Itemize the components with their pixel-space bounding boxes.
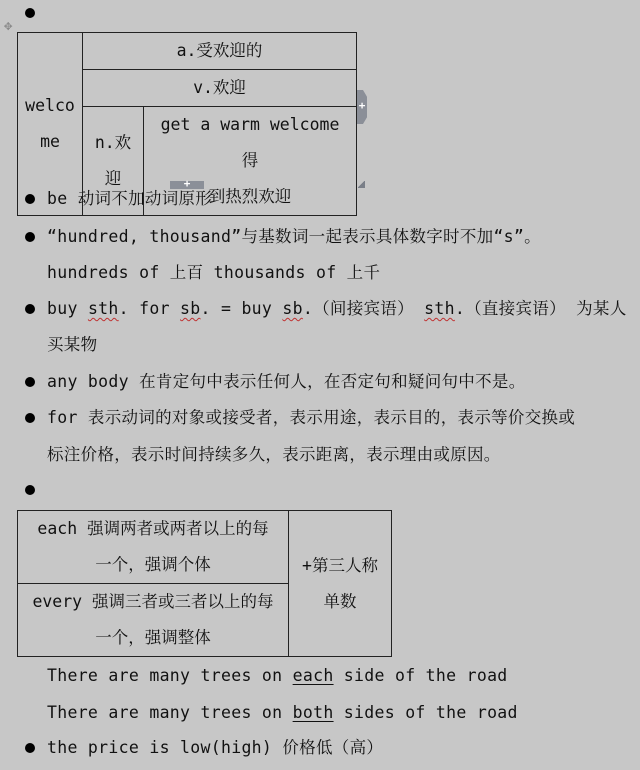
add-row-icon[interactable]: + bbox=[183, 177, 191, 190]
bullet bbox=[25, 304, 35, 314]
text-fragment: each bbox=[292, 666, 334, 685]
cell-verb: v.欢迎 bbox=[83, 70, 357, 107]
text-fragment: side of the road bbox=[333, 666, 508, 685]
text-fragment: sb bbox=[282, 299, 303, 318]
cell-each-line2: 一个，强调个体 bbox=[95, 555, 211, 574]
bullet bbox=[25, 377, 35, 387]
bullet bbox=[25, 413, 35, 423]
text-fragment: sth bbox=[87, 299, 119, 318]
text-fragment: There are many trees on bbox=[47, 703, 293, 722]
example-each bbox=[47, 664, 508, 688]
text-fragment: .（间接宾语） bbox=[302, 299, 425, 318]
text-price: the price is low(high) 价格低（高） bbox=[47, 738, 384, 757]
cell-every bbox=[18, 584, 289, 657]
text-for: for 表示动词的对象或接受者，表示用途，表示目的，表示等价交换或 bbox=[47, 408, 576, 427]
bullet bbox=[25, 232, 35, 242]
text-buy-cont: 买某物 bbox=[47, 335, 98, 354]
cell-phrase-line1: get a warm welcome 得 bbox=[160, 115, 340, 170]
text-fragment: sides of the road bbox=[333, 703, 518, 722]
cell-every-line2: 一个，强调整体 bbox=[95, 628, 211, 647]
cell-phrase-line2: 到热烈欢迎 bbox=[208, 187, 292, 206]
text-fragment: both bbox=[292, 703, 334, 722]
text-fragment: sb bbox=[180, 299, 201, 318]
text-fragment: .（直接宾语） 为某人 bbox=[454, 299, 627, 318]
bullet bbox=[25, 194, 35, 204]
text-for-cont: 标注价格，表示时间持续多久，表示距离，表示理由或原因。 bbox=[47, 445, 501, 464]
text-anybody: any body 在肯定句中表示任何人，在否定句和疑问句中不是。 bbox=[47, 372, 526, 391]
cell-each-line1: each 强调两者或两者以上的每 bbox=[37, 519, 269, 538]
text-fragment: sth bbox=[424, 299, 455, 318]
text-fragment: . = buy bbox=[200, 299, 283, 318]
bullet bbox=[25, 8, 35, 18]
cell-each bbox=[18, 511, 289, 584]
bullet bbox=[25, 485, 35, 495]
cell-noun: n.欢 迎 bbox=[83, 107, 144, 216]
text-fragment: There are many trees on bbox=[47, 666, 293, 685]
cell-word: welco me bbox=[18, 33, 83, 216]
add-column-icon[interactable]: + bbox=[358, 99, 366, 112]
bullet bbox=[25, 743, 35, 753]
text-buy bbox=[47, 297, 627, 321]
text-hundred: “hundred, thousand”与基数词一起表示具体数字时不加“s”。 bbox=[47, 227, 541, 246]
each-every-table bbox=[17, 510, 392, 657]
text-be-verb: be 动词不加动词原形 bbox=[47, 189, 213, 208]
cell-every-line1: every 强调三者或三者以上的每 bbox=[32, 592, 274, 611]
text-hundreds-of: hundreds of 上百 thousands of 上千 bbox=[47, 263, 381, 282]
cell-third-person-line1: +第三人称 bbox=[302, 555, 378, 575]
cell-third-person-line2: 单数 bbox=[323, 591, 357, 611]
resize-handle-icon[interactable] bbox=[358, 181, 365, 188]
text-fragment: buy bbox=[47, 299, 88, 318]
move-handle-icon[interactable]: ✥ bbox=[4, 18, 13, 34]
text-fragment: . for bbox=[118, 299, 181, 318]
cell-adj: a.受欢迎的 bbox=[83, 33, 357, 70]
example-both bbox=[47, 701, 518, 725]
cell-third-person bbox=[289, 511, 392, 657]
